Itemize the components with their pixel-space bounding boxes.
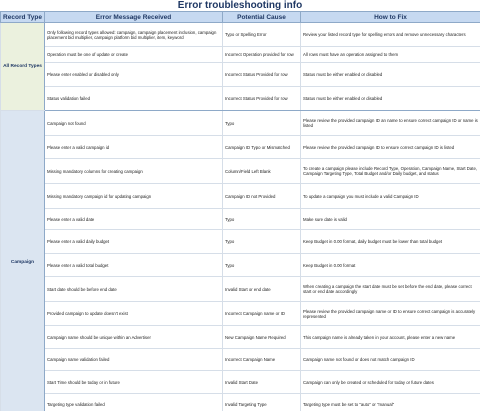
table-row	[1, 136, 480, 159]
table-row	[1, 159, 480, 184]
header-record-type: Record Type	[1, 12, 45, 23]
potential-cause-cell: Incorrect Campaign Name	[223, 349, 301, 371]
table-row	[1, 394, 480, 411]
table-row	[1, 47, 480, 63]
table-row	[1, 230, 480, 254]
how-to-fix-cell: Make sure date is valid	[301, 209, 480, 230]
error-message-cell: Targeting type validation failed	[45, 394, 223, 411]
table-row	[1, 349, 480, 371]
table-row	[1, 63, 480, 87]
potential-cause-cell: Typo	[223, 230, 301, 254]
table-row	[1, 277, 480, 302]
error-message-cell: Please enter a valid daily budget	[45, 230, 223, 254]
table-row	[1, 254, 480, 277]
header-error-message: Error Message Received	[45, 12, 223, 23]
how-to-fix-cell: Campaign can only be created or scheduled for today or future dates	[301, 371, 480, 394]
potential-cause-cell: Incorrect Status Provided for row	[223, 87, 301, 111]
potential-cause-cell: Typo	[223, 209, 301, 230]
potential-cause-cell: Campaign ID Typo or Mismatched	[223, 136, 301, 159]
record-type-cell: All Record Types	[1, 23, 45, 111]
record-type-cell: Campaign	[1, 111, 45, 411]
error-message-cell: Campaign not found	[45, 111, 223, 136]
how-to-fix-cell: Please review the provided campaign ID an name to ensure correct campaign ID or name is listed	[301, 111, 480, 136]
error-message-cell: Provided campaign to update doesn't exist	[45, 302, 223, 326]
error-message-cell: Operation must be one of update or create	[45, 47, 223, 63]
how-to-fix-cell: When creating a campaign the start date must be set before the end date, please correct start or end date accordingly	[301, 277, 480, 302]
table-row	[1, 209, 480, 230]
error-message-cell: Start Time should be today or in future	[45, 371, 223, 394]
table-row	[1, 302, 480, 326]
how-to-fix-cell: Keep Budget in 0.00 format	[301, 254, 480, 277]
potential-cause-cell: Invalid Targeting Type	[223, 394, 301, 411]
potential-cause-cell: Column/Field Left Blank	[223, 159, 301, 184]
potential-cause-cell: Incorrect Operation provided for row	[223, 47, 301, 63]
potential-cause-cell: New Campaign Name Required	[223, 326, 301, 349]
table-row	[1, 184, 480, 209]
table-row	[1, 23, 480, 47]
how-to-fix-cell: Targeting type must be set to "auto" or "manual"	[301, 394, 480, 411]
sheet-title: Error troubleshooting info	[0, 0, 480, 11]
potential-cause-cell: Typo	[223, 254, 301, 277]
error-message-cell: Status validation failed	[45, 87, 223, 111]
troubleshooting-table	[0, 11, 480, 411]
error-message-cell: Please enter a valid campaign id	[45, 136, 223, 159]
table-row	[1, 111, 480, 136]
error-message-cell: Only following record types allowed: campaign, campaign placement inclusion, campaign placement bid multiplier, campaign platform bid multiplier, item, keyword	[45, 23, 223, 47]
error-message-cell: Missing mandatory columns for creating campaign	[45, 159, 223, 184]
potential-cause-cell: Typo or Spelling Error	[223, 23, 301, 47]
how-to-fix-cell: Status must be either enabled or disabled	[301, 63, 480, 87]
how-to-fix-cell: Please review the provided campaign name or ID to ensure correct campaign is accurately represented	[301, 302, 480, 326]
potential-cause-cell: Campaign ID not Provided	[223, 184, 301, 209]
potential-cause-cell: Invalid Start Date	[223, 371, 301, 394]
potential-cause-cell: Invalid Start or end date	[223, 277, 301, 302]
how-to-fix-cell: Review your listed record type for spelling errors and remove unnecessary characters	[301, 23, 480, 47]
table-row	[1, 87, 480, 111]
how-to-fix-cell: Please review the provided campaign ID to ensure correct campaign ID is listed	[301, 136, 480, 159]
potential-cause-cell: Typo	[223, 111, 301, 136]
how-to-fix-cell: To update a campaign you must include a valid Campaign ID	[301, 184, 480, 209]
how-to-fix-cell: Keep Budget in 0.00 format, daily budget must be lower than total budget	[301, 230, 480, 254]
header-potential-cause: Potential Cause	[223, 12, 301, 23]
header-row	[1, 12, 480, 23]
error-message-cell: Missing mandatory campaign id for updating campaign	[45, 184, 223, 209]
how-to-fix-cell: This campaign name is already taken in your account, please enter a new name	[301, 326, 480, 349]
how-to-fix-cell: To create a campaign please include Record Type, Operation, Campaign Name, Start Date, Campaign Targeting Type, Total Budget and/or Daily budget, and status	[301, 159, 480, 184]
potential-cause-cell: Incorrect Campaign name or ID	[223, 302, 301, 326]
table-row	[1, 326, 480, 349]
how-to-fix-cell: All rows must have an operation assigned to them	[301, 47, 480, 63]
table-row	[1, 371, 480, 394]
error-message-cell: Start date should be before end date	[45, 277, 223, 302]
error-message-cell: Campaign name validation failed	[45, 349, 223, 371]
table-body	[1, 23, 480, 411]
header-how-to-fix: How to Fix	[301, 12, 480, 23]
error-message-cell: Campaign name should be unique within an Advertiser	[45, 326, 223, 349]
error-message-cell: Please enter a valid total budget	[45, 254, 223, 277]
how-to-fix-cell: Status must be either enabled or disabled	[301, 87, 480, 111]
potential-cause-cell: Incorrect Status Provided for row	[223, 63, 301, 87]
error-message-cell: Please enter enabled or disabled only	[45, 63, 223, 87]
error-message-cell: Please enter a valid date	[45, 209, 223, 230]
how-to-fix-cell: Campaign name not found or does not match campaign ID	[301, 349, 480, 371]
